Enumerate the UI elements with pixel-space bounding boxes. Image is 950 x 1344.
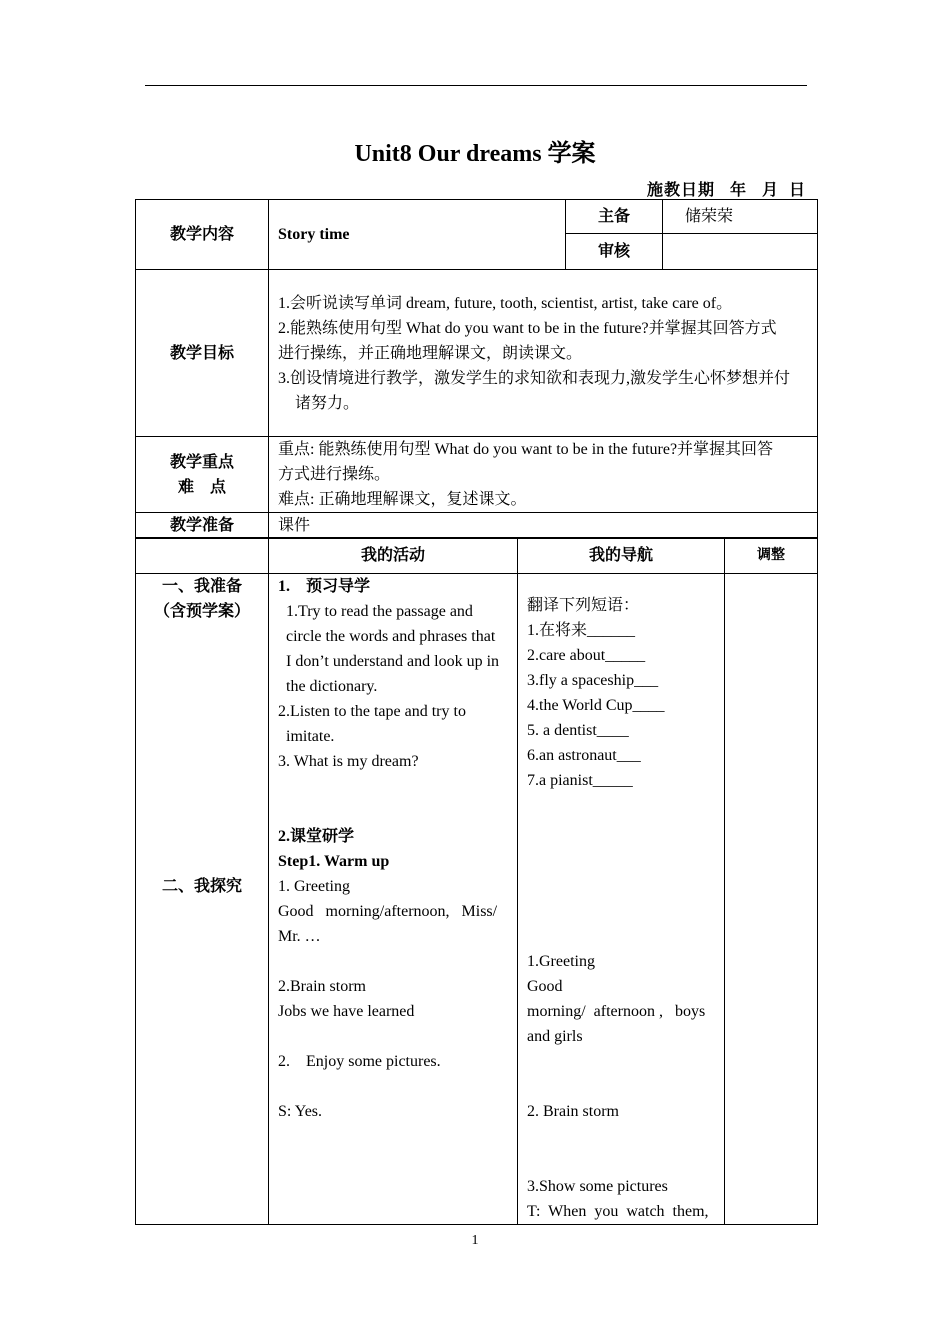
translate-title: 翻译下列短语： <box>527 597 640 614</box>
guide-header: 我的导航 <box>518 538 725 574</box>
section-prepare-sub: （含预学案） <box>153 603 250 620</box>
goal-line: 诸努力。 <box>295 394 360 412</box>
review-label: 审核 <box>566 234 663 270</box>
prep-value: 储荣荣 <box>663 200 818 234</box>
preview-title: 1. 预习导学 <box>278 578 371 595</box>
adjust-content <box>725 574 818 1225</box>
goals-content <box>269 270 818 437</box>
phrase-item: 5. a dentist____ <box>527 722 629 739</box>
activity-content: 1. 预习导学 1.Try to read the passage and circle the words and phrases that I don’t understand and look up in the dictionary. 2.Listen to the tape and try to imitate. 3. What is my dream? 2.课堂研学 Step1. Warm up 1. Greeting Good morning/afternoon, Miss/ Mr. … 2.Brain storm Jobs we have learned 2. Enjoy some pictures. S: Yes. <box>269 574 518 1225</box>
header-rule <box>145 85 807 86</box>
step1-title: Step1. Warm up <box>278 853 390 870</box>
page-title: Unit8 Our dreams 学案 <box>354 141 596 167</box>
review-value <box>663 234 818 270</box>
section-labels <box>136 574 269 1225</box>
content-value: Story time <box>269 200 566 270</box>
goal-line: 3.创设情境进行教学，激发学生的求知欲和表现力,激发学生心怀梦想并付 <box>278 369 791 387</box>
preparation-value: 课件 <box>269 513 818 539</box>
goal-line: 1.会听说读写单词 dream, future, tooth, scientist, artist, take care of。 <box>278 294 733 312</box>
keypoints-label: 教学重点 难 点 <box>136 437 269 513</box>
section-explore: 二、我探究 <box>161 878 242 895</box>
activity-table <box>135 537 818 1225</box>
keypoint-line: 方式进行操练。 <box>278 466 391 483</box>
teaching-date: 施教日期 年 月 日 <box>646 182 806 199</box>
page-number: 1 <box>471 1233 479 1248</box>
keypoint-line: 重点: 能熟练使用句型 What do you want to be in the future?并掌握其回答 <box>278 441 774 458</box>
goal-line: 2.能熟练使用句型 What do you want to be in the future?并掌握其回答方式 <box>278 319 777 337</box>
keypoints-content <box>269 437 818 513</box>
content-label: 教学内容 <box>136 200 269 270</box>
phrase-item: 4.the World Cup____ <box>527 697 665 714</box>
prep-label: 主备 <box>566 200 663 234</box>
phrase-item: 3.fly a spaceship___ <box>527 672 659 689</box>
blank-header <box>136 538 269 574</box>
class-title: 2.课堂研学 <box>278 828 355 845</box>
lesson-info-table <box>135 199 818 539</box>
goals-label: 教学目标 <box>136 270 269 437</box>
phrase-item: 1.在将来______ <box>527 622 636 639</box>
adjust-header: 调整 <box>725 538 818 574</box>
activity-header: 我的活动 <box>269 538 518 574</box>
phrase-item: 7.a pianist_____ <box>527 772 633 789</box>
guide-content: 翻译下列短语： 1.在将来______ 2.care about_____ 3.fly a spaceship___ 4.the World Cup____ 5. a dentist____ 6.an astronaut___ 7.a pianist_____ 1.Greeting Good morning/ afternoon , boys and girls 2. Brain storm 3.Show some pictures T: When you watch them, <box>518 574 725 1225</box>
keypoint-line: 难点: 正确地理解课文，复述课文。 <box>278 491 527 508</box>
goal-line: 进行操练，并正确地理解课文，朗读课文。 <box>278 344 583 362</box>
preparation-label: 教学准备 <box>136 513 269 539</box>
phrase-item: 2.care about_____ <box>527 647 646 664</box>
phrase-item: 6.an astronaut___ <box>527 747 641 764</box>
section-prepare: 一、我准备 <box>161 578 242 595</box>
